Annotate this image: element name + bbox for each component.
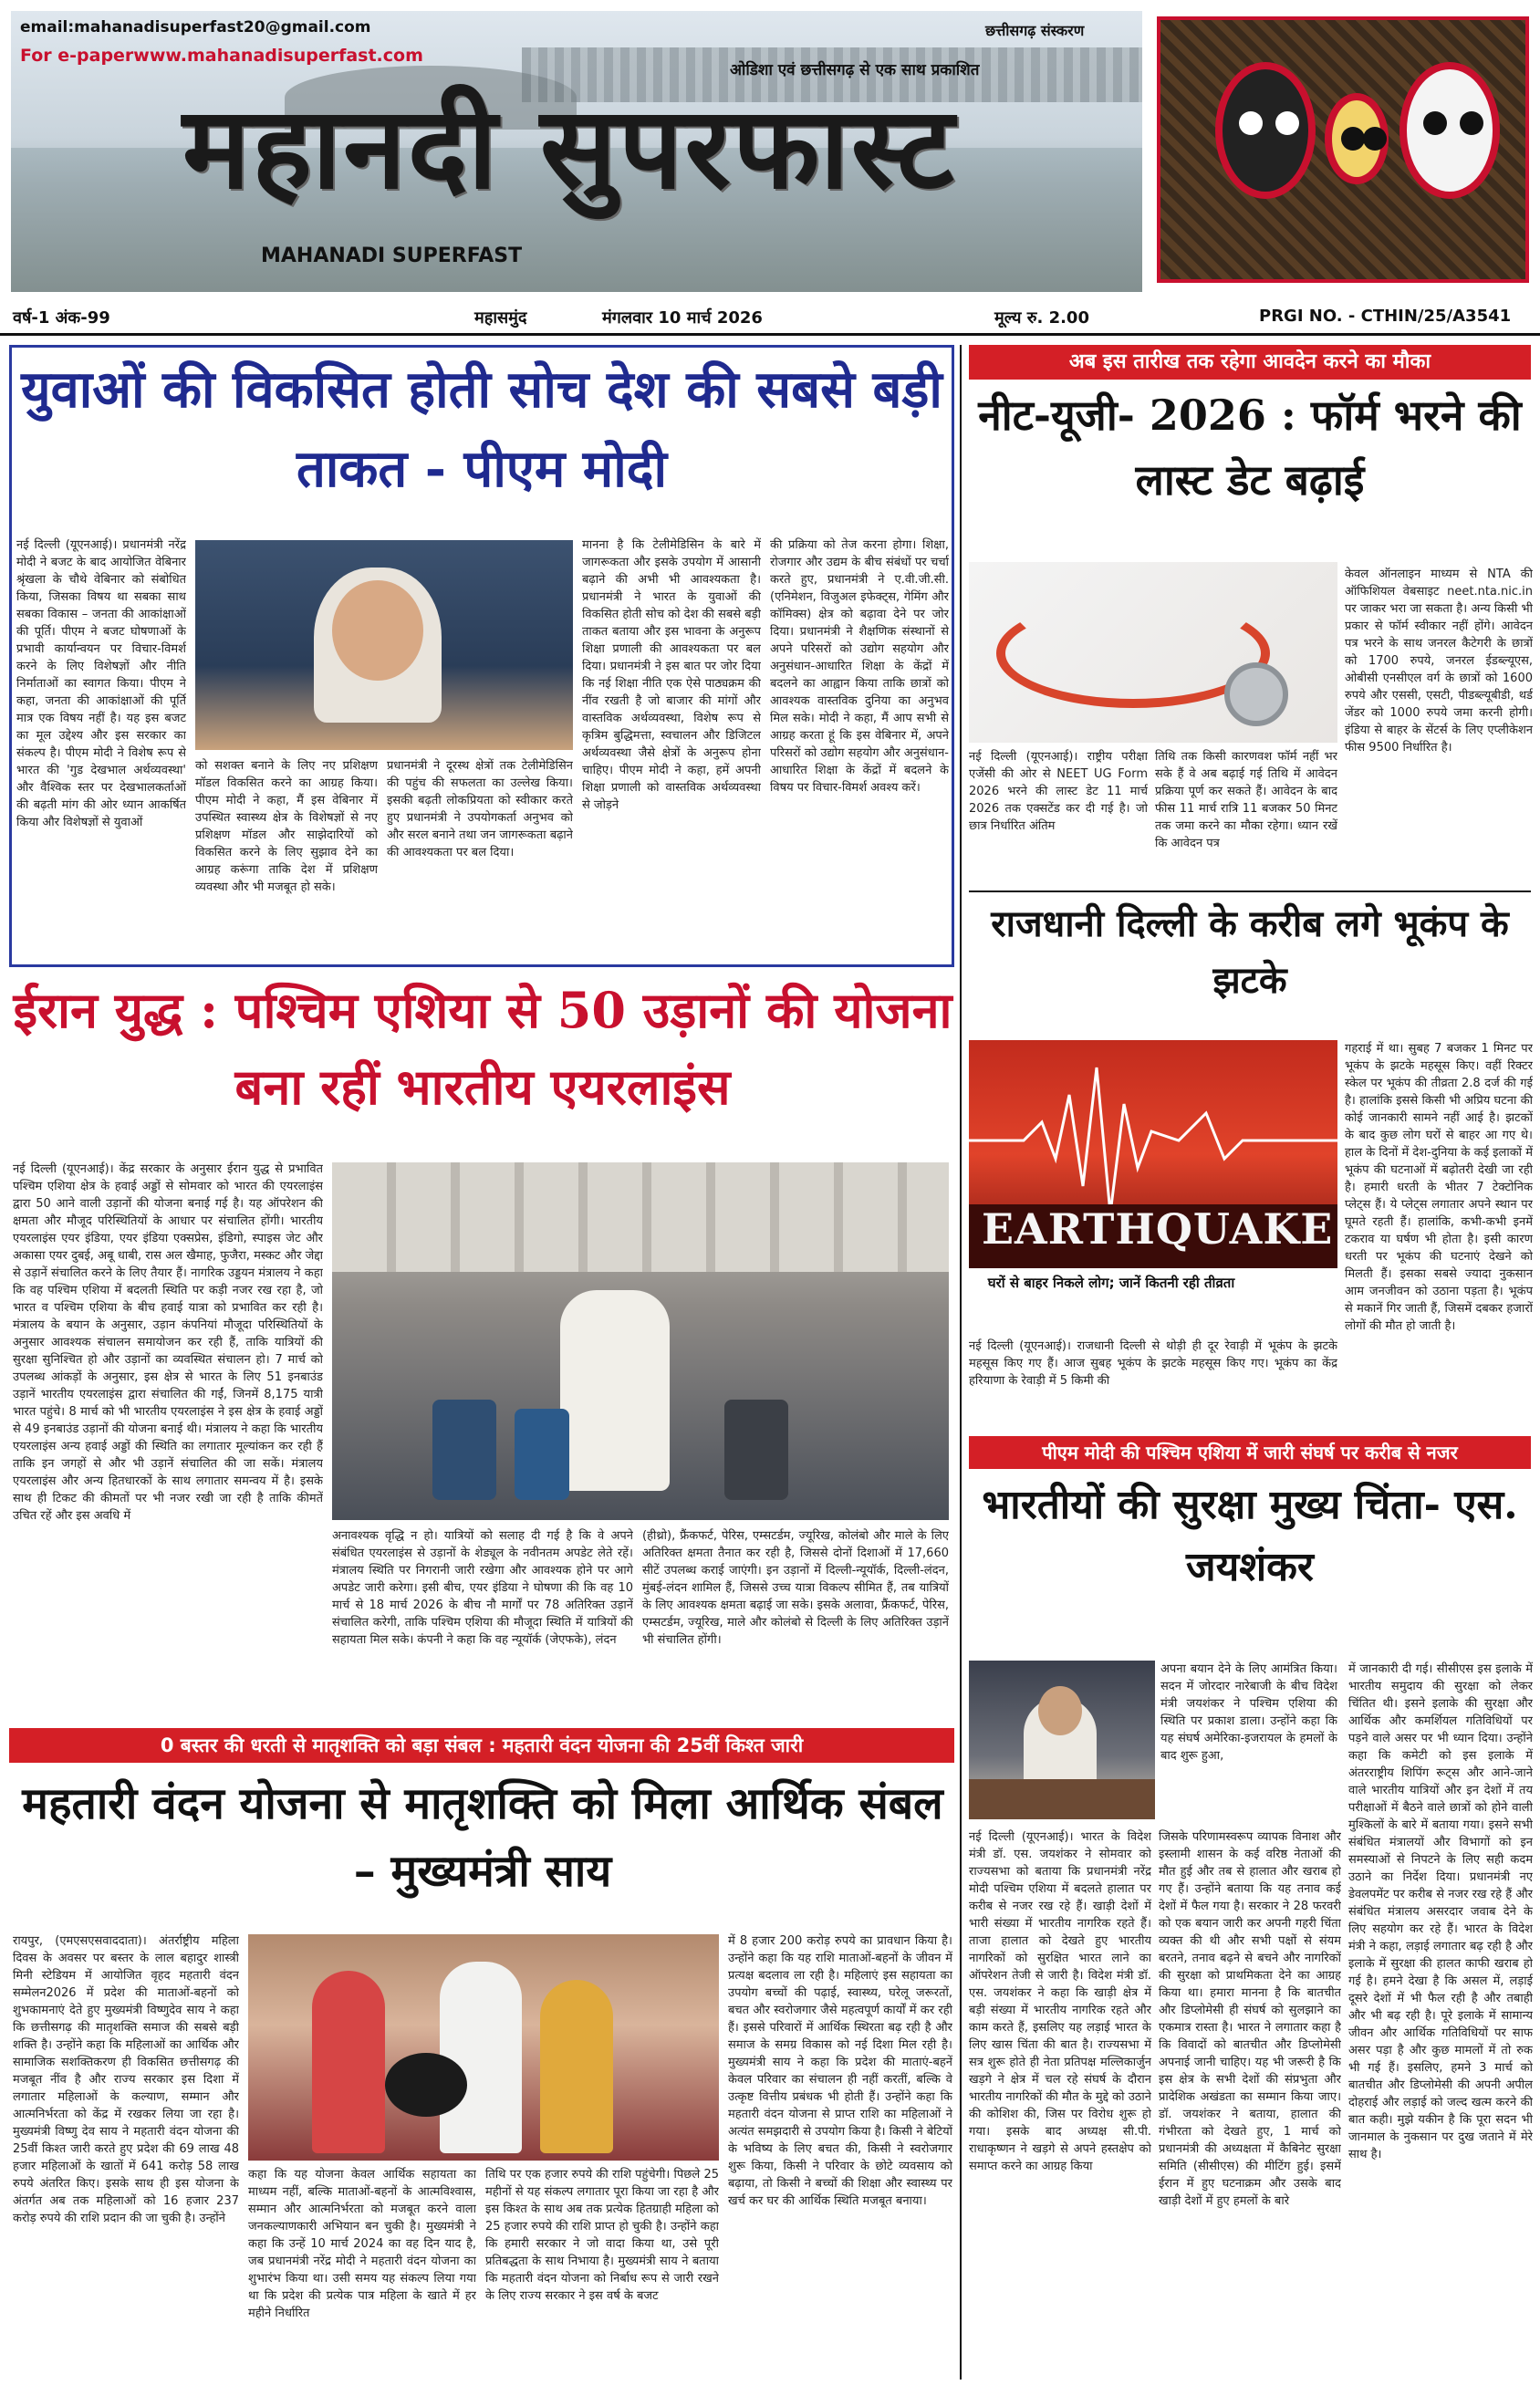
article-modi-col1-bottom: को सशक्त बनाने के लिए नए प्रशिक्षण मॉडल विकसित करने का आग्रह किया। पीएम मोदी ने कहा, मैं इस वेबिनार में उपस्थित स्वास्थ्य क्षेत्र के विशेषज्ञों से नए प्रशिक्षण मॉडल और साझेदारियों को विकसित करने के लिए सुझाव देने का आग्रह करूंगा ताकि देश में प्रशिक्षण व्यवस्था और भी मजबूत हो सके। <box>195 759 378 894</box>
article-neet-col1: नई दिल्ली (यूएनआई)। राष्ट्रीय परीक्षा एजेंसी की ओर से NEET UG Form 2026 भरने की लास्ट डेट 11 मार्च 2026 तक एक्सटेंड कर दी गई है। जो छात्र निर्धारित अंतिम <box>969 750 1148 833</box>
article-mahtari-kicker: 0 बस्तर की धरती से मातृशक्ति को बड़ा संबल : महतारी वंदन योजना की 25वीं किश्त जारी <box>9 1728 954 1763</box>
article-mahtari-col1: रायपुर, (एमएसएसवाददाता)। अंतर्राष्ट्रीय महिला दिवस के अवसर पर बस्तर के लाल बहादुर शास्त्री मिनी स्टेडियम में आयोजित वृहद महतारी वंदन सम्मेलन2026 में प्रदेश की माताओं-बहनों को शुभकामनाएं देते हुए मुख्यमंत्री विष्णुदेव साय ने कहा कि छत्तीसगढ़ की मातृशक्ति समाज की सबसे बड़ी शक्ति है। उन्होंने कहा कि महिलाओं का आर्थिक और सामाजिक सशक्तिकरण ही विकसित छत्तीसगढ़ की मजबूत नींव है और राज्य सरकार इस दिशा में लगातार महिलाओं के कल्याण, सम्मान और आत्मनिर्भरता को केंद्र में रखकर लिया जा रहा है। मुख्यमंत्री विष्णु देव साय ने महतारी वंदन योजना की 25वीं किश्त जारी करते हुए प्रदेश की 69 लाख 48 हजार महिलाओं के खातों में 641 करोड़ 58 लाख रुपये अंतरित किए। इसके साथ ही इस योजना के अंतर्गत अब तक महिलाओं को 16 हजार 237 करोड़ रुपये की राशि प्रदान की जा चुकी है। उन्होंने <box>13 1934 239 2225</box>
article-iran-headline[interactable]: ईरान युद्ध : पश्चिम एशिया से 50 उड़ानों की योजना बना रहीं भारतीय एयरलाइंस <box>13 981 952 1116</box>
article-modi-col1-top: नई दिल्ली (यूएनआई)। प्रधानमंत्री नरेंद्र मोदी ने बजट के बाद आयोजित वेबिनार श्रृंखला के चौथे वेबिनार को संबोधित किया, जिसका विषय था सबका साथ सबका विकास – जनता की आकांक्षाओं की पूर्ति। पीएम ने बजट घोषणाओं के प्रभावी कार्यान्वयन पर विचार-विमर्श करने के लिए विशेषज्ञों और नीति निर्माताओं का स्वागत किया। पीएम ने कहा, जनता की आकांक्षाओं की पूर्ति मात्र एक विषय नहीं है। यह इस बजट का मूल उद्देश्य और इस सरकार का संकल्प है। पीएम मोदी ने विशेष रूप से भारत की 'गुड देखभाल अर्थव्यवस्था' और वैश्विक स्तर पर देखभालकर्ताओं की बढ़ती मांग की ओर ध्यान आकर्षित किया और विशेषज्ञों से युवाओं <box>16 538 186 829</box>
article-mahtari-col4: में 8 हजार 200 करोड़ रुपये का प्रावधान किया है। उन्होंने कहा कि यह राशि माताओं-बहनों के जीवन में प्रत्यक्ष बदलाव ला रही है। महिलाएं इस सहायता का उपयोग बच्चों की पढ़ाई, स्वास्थ्य, घरेलू जरूरतों, बचत और स्वरोजगार जैसे महत्वपूर्ण कार्यों में कर रही हैं। इससे परिवारों में आर्थिक स्थिरता बढ़ रही है और समाज के समग्र विकास को नई दिशा मिल रही है। मुख्यमंत्री साय ने कहा कि प्रदेश की माताएं-बहनें केवल परिवार का संचालन ही नहीं करतीं, बल्कि वे उत्कृष्ट वित्तीय प्रबंधक भी होती हैं। उन्होंने कहा कि महतारी वंदन योजना से प्राप्त राशि का महिलाओं ने अत्यंत समझदारी से उपयोग किया है। किसी ने बेटियों के भविष्य के लिए बचत की, किसी ने स्वरोजगार शुरू किया, किसी ने परिवार के छोटे व्यवसाय को बढ़ाया, तो किसी ने बच्चों की शिक्षा और स्वास्थ्य पर खर्च कर घर की आर्थिक स्थिति मजबूत बनाया। <box>728 1934 952 2208</box>
article-jaishankar-col1-top: अपना बयान देने के लिए आमंत्रित किया। सदन में जोरदार नारेबाजी के बीच विदेश मंत्री जयशंकर ने पश्चिम एशिया की स्थिति पर प्रकाश डाला। उन्होंने कहा कि यह संघर्ष अमेरिका-इजरायल के हमलों के बाद शुरू हुआ, <box>1160 1662 1337 1763</box>
deity-image <box>1157 16 1529 283</box>
price: मूल्य रु. 2.00 <box>994 308 1089 328</box>
masthead-epaper-link[interactable]: For e-paperwww.mahanadisuperfast.com <box>20 46 423 66</box>
article-modi-col2: प्रधानमंत्री ने दूरस्थ क्षेत्रों तक टेलीमेडिसिन की पहुंच की सफलता का उल्लेख किया। इसकी बढ़ती लोकप्रियता को स्वीकार करते हुए प्रधानमंत्री ने उपयोगकर्ता अनुभव को और सरल बनाने तथा जन जागरूकता बढ़ाने की आवश्यकता पर बल दिया। <box>387 759 573 859</box>
article-iran-col3: (हीथ्रो), फ्रैंकफर्ट, पेरिस, एम्सटर्डम, ज्यूरिख, कोलंबो और माले के लिए अतिरिक्त क्षमता तैनात कर रही है, जिससे दोनों दिशाओं में 17,660 सीटें उपलब्ध कराई जाएंगी। इन उड़ानों में दिल्ली-न्यूयॉर्क, दिल्ली-लंदन, मुंबई-लंदन शामिल हैं, जिससे उच्च यात्रा विकल्प सीमित हैं, तब यात्रियों के लिए आवश्यक क्षमता बढ़ाई जा सके। इसके अलावा, फ्रैंकफर्ट, पेरिस, एम्सटर्डम, ज्यूरिख, माले और कोलंबो से दिल्ली के लिए अतिरिक्त उड़ानें भी संचालित होंगी। <box>642 1529 949 1647</box>
article-neet-col2: तिथि तक किसी कारणवश फॉर्म नहीं भर सके हैं वे अब बढ़ाई गई तिथि में आवेदन प्रक्रिया पूर्ण कर सकते हैं। आवेदन के बाद फीस 11 मार्च रात्रि 11 बजकर 50 मिनट तक जमा करने का मौका रहेगा। ध्यान रखें कि आवेदन पत्र <box>1155 750 1337 850</box>
article-jaishankar-col1: नई दिल्ली (यूएनआई)। भारत के विदेश मंत्री डॉ. एस. जयशंकर ने सोमवार को राज्यसभा को बताया कि प्रधानमंत्री नरेंद्र मोदी पश्चिम एशिया में बदलते हालात पर करीब से नजर रख रहे हैं। खाड़ी देशों में भारी संख्या में भारतीय नागरिक रहते हैं। ताजा हालात को देखते हुए भारतीय नागरिकों को सुरक्षित भारत लाने का ऑपरेशन तेजी से जारी है। विदेश मंत्री डॉ. एस. जयशंकर ने कहा कि खाड़ी क्षेत्र में बड़ी संख्या में भारतीय नागरिक रहते और काम करते हैं, इसलिए यह लड़ाई भारत के लिए खास चिंता की बात है। राज्यसभा में सत्र शुरू होते ही नेता प्रतिपक्ष मल्लिकार्जुन खड़गे ने क्षेत्र में चल रहे संघर्ष के दौरान भारतीय नागरिकों की मौत के मुद्दे को उठाने की कोशिश की, जिस पर विरोध शुरू हो गया। इसके बाद अध्यक्ष सी.पी. राधाकृष्णन ने खड़गे से अपने हस्तक्षेप को समाप्त करने का आग्रह किया <box>969 1830 1151 2173</box>
article-modi-col4: की प्रक्रिया को तेज करना होगा। शिक्षा, रोजगार और उद्यम के बीच संबंधों पर चर्चा करते हुए, प्रधानमंत्री ने ए.वी.जी.सी. (एनिमेशन, विजुअल इफेक्ट्स, गेमिंग और कॉमिक्स) क्षेत्र को बढ़ावा देने पर जोर दिया। प्रधानमंत्री ने शैक्षणिक संस्थानों से अपने परिसरों को उद्योग सहयोग और अनुसंधान-आधारित शिक्षा के केंद्रों में बदलने का आह्वान किया ताकि छात्रों को आवश्यक वास्तविक दुनिया का अनुभव मिल सके। मोदी ने कहा, मैं आप सभी से आग्रह करता हूं कि इस वेबिनार में, अपने परिसरों को उद्योग सहयोग और अनुसंधान-आधारित शिक्षा के केंद्रों में बदलने के विषय पर विचार-विमर्श अवश्य करें। <box>770 538 949 795</box>
newspaper-logo: महानदी सुपरफास्ट <box>182 82 956 214</box>
article-neet-headline[interactable]: नीट-यूजी- 2026 : फॉर्म भरने की लास्ट डेट बढ़ाई <box>978 391 1522 505</box>
city: महासमुंद <box>474 308 527 328</box>
article-mahtari-col2: कहा कि यह योजना केवल आर्थिक सहायता का माध्यम नहीं, बल्कि माताओं-बहनों के आत्मविश्वास, सम्मान और आत्मनिर्भरता को मजबूत करने वाला जनकल्याणकारी अभियान बन चुकी है। मुख्यमंत्री ने कहा कि उन्हें 10 मार्च 2024 का वह दिन याद है, जब प्रधानमंत्री नरेंद्र मोदी ने महतारी वंदन योजना का शुभारंभ किया था। उसी समय यह संकल्प लिया गया था कि प्रदेश की प्रत्येक पात्र महिला के खाते में हर महीने निर्धारित <box>248 2168 476 2320</box>
cm-event-photo <box>248 1934 719 2161</box>
article-jaishankar-kicker: पीएम मोदी की पश्चिम एशिया में जारी संघर्ष पर करीब से नजर <box>969 1436 1531 1469</box>
stethoscope-photo <box>969 562 1337 743</box>
article-neet-kicker: अब इस तारीख तक रहेगा आवदेन करने का मौका <box>969 345 1531 380</box>
article-quake-col1: नई दिल्ली (यूएनआई)। राजधानी दिल्ली से थोड़ी ही दूर रेवाड़ी में भूकंप के झटके महसूस किए गए हैं। आज सुबह भूकंप के झटके महसूस किए गए। भूकंप का केंद्र हरियाणा के रेवाड़ी में 5 किमी की <box>969 1339 1337 1388</box>
article-jaishankar-headline[interactable]: भारतीयों की सुरक्षा मुख्य चिंता- एस. जयशंकर <box>982 1482 1518 1591</box>
article-mahtari-col3: तिथि पर एक हजार रुपये की राशि पहुंचेगी। पिछले 25 महीनों से यह संकल्प लगातार पूरा किया जा रहा है और इस किश्त के साथ अब तक प्रत्येक हितग्राही महिला को 25 हजार रुपये की राशि प्राप्त हो चुकी है। उन्होंने कहा कि हमारी सरकार ने जो वादा किया था, उसे पूरी प्रतिबद्धता के साथ निभाया है। मुख्यमंत्री साय ने बताया कि महतारी वंदन योजना को निर्बाध रूप से जारी रखने के लिए राज्य सरकार ने इस वर्ष के बजट <box>485 2168 719 2303</box>
article-jaishankar-col2: जिसके परिणामस्वरूप व्यापक विनाश और इस्लामी शासन के कई वरिष्ठ नेताओं की मौत हुई और तब से हालात और खराब हो गए हैं। उन्होंने बताया कि यह तनाव कई देशों में फैल गया है। सरकार ने 28 फरवरी को एक बयान जारी कर अपनी गहरी चिंता व्यक्त की थी और सभी पक्षों से संयम बरतने, तनाव बढ़ने से बचने और नागरिकों की सुरक्षा को प्राथमिकता देने का आग्रह किया था। हमारा मानना है कि बातचीत और डिप्लोमेसी ही संघर्ष को सुलझाने का एकमात्र रास्ता है। भारत ने लगातार कहा है कि विवादों को बातचीत और डिप्लोमेसी अपनाई जानी चाहिए। यह भी जरूरी है कि इस क्षेत्र के सभी देशों की संप्रभुता और प्रादेशिक अखंडता का सम्मान किया जाए। डॉ. जयशंकर ने बताया, हालात की गंभीरता को देखते हुए, 1 मार्च को प्रधानमंत्री की अध्यक्षता में कैबिनेट सुरक्षा समिति (सीसीएस) की मीटिंग हुई। इसमें ईरान में हुए घटनाक्रम और उसके बाद खाड़ी देशों में हुए हमलों के बारे <box>1159 1830 1341 2208</box>
article-quake-headline[interactable]: राजधानी दिल्ली के करीब लगे भूकंप के झटके <box>991 902 1509 1002</box>
masthead-tagline: ओडिशा एवं छत्तीसगढ़ से एक साथ प्रकाशित <box>730 61 980 79</box>
modi-photo <box>195 540 573 750</box>
article-quake-col-right: गहराई में था। सुबह 7 बजकर 1 मिनट पर भूकंप के झटके महसूस किए। वहीं रिक्टर स्केल पर भूकंप की तीव्रता 2.8 दर्ज की गई है। हालांकि इससे किसी भी अप्रिय घटना की कोई जानकारी सामने नहीं आई है। झटकों के बाद कुछ लोग घरों से बाहर आ गए थे। हाल के दिनों में देश-दुनिया के कई इलाकों में भूकंप की घटनाओं में बढ़ोतरी देखी जा रही है। हमारी धरती के भीतर 7 टेक्टोनिक प्लेट्स हैं। ये प्लेट्स लगातार अपने स्थान पर घूमते रहती हैं। हालांकि, कभी-कभी इनमें टकराव या घर्षण भी होता है। इसी कारण धरती पर भूकंप की घटनाएं देखने को मिलती हैं। इसका सबसे ज्यादा नुकसान आम जनजीवन को उठाना पड़ता है। भूकंप से मकानें गिर जाती हैं, जिसमें दबकर हजारों लोगों की मौत हो जाती है। <box>1345 1042 1533 1333</box>
article-iran-col2: अनावश्यक वृद्धि न हो। यात्रियों को सलाह दी गई है कि वे अपने संबंधित एयरलाइंस से उड़ानों के शेड्यूल के नवीनतम अपडेट लेते रहें। मंत्रालय स्थिति पर निगरानी जारी रखेगा और आवश्यक होने पर आगे अपडेट जारी करेगा। इसी बीच, एयर इंडिया ने घोषणा की कि वह 10 मार्च से 18 मार्च 2026 के बीच नौ मार्गों पर 78 अतिरिक्त उड़ानें संचालित करेगी, ताकि पश्चिम एशिया की मौजूदा स्थिति में यात्रियों की सहायता मिल सके। कंपनी ने कहा कि वह न्यूयॉर्क (जेएफके), लंदन <box>332 1529 633 1647</box>
column-divider <box>960 345 962 2380</box>
jaishankar-parliament-photo <box>969 1661 1155 1819</box>
article-jaishankar-col3: में जानकारी दी गई। सीसीएस इस इलाके में भारतीय समुदाय की सुरक्षा को लेकर चिंतित थी। इसने इलाके की सुरक्षा और आर्थिक और कमर्शियल गतिविधियों पर पड़ने वाले असर पर भी ध्यान दिया। उन्होंने कहा कि कमेटी को इस इलाके में अंतरराष्ट्रीय शिपिंग रूट्स और आने-जाने वाले भारतीय यात्रियों और इन देशों में तय परीक्षाओं में बैठने वाले छात्रों को होने वाली मुश्किलों के बारे में बताया गया। इसने सभी संबंधित मंत्रालयों और विभागों को इन समस्याओं से निपटने के लिए सही कदम उठाने का निर्देश दिया। प्रधानमंत्री नए डेवलपमेंट पर करीब से नजर रख रहे हैं और संबंधित मंत्रालय असरदार जवाब देने के लिए सहयोग कर रहे हैं। भारत के विदेश मंत्री ने कहा, लड़ाई लगातार बढ़ रही है और इलाके में सुरक्षा की हालत काफी खराब हो गई है। हमने देखा है कि असल में, लड़ाई दूसरे देशों में भी फैल रही है और तबाही और भी बढ़ रही है। पूरे इलाके में सामान्य जीवन और आर्थिक गतिविधियों पर साफ असर पड़ा है और कुछ मामलों में तो रुक भी गई हैं। इसलिए, हमने 3 मार्च को बातचीत और डिप्लोमेसी की अपनी अपील दोहराई और लड़ाई को जल्द खत्म करने की बात कही। मुझे यकीन है कि पूरा सदन भी जानमाल के नुकसान पर दुख जताने में मेरे साथ है। <box>1348 1662 1533 2161</box>
article-iran-col1: नई दिल्ली (यूएनआई)। केंद्र सरकार के अनुसार ईरान युद्ध से प्रभावित पश्चिम एशिया क्षेत्र के हवाई अड्डों से सोमवार को भारत की एयरलाइंस द्वारा 50 आने वाली उड़ानों की योजना बनाई गई है। यह ऑपरेशन की क्षमता और मौजूद परिस्थितियों के आधार पर संचालित होंगी। भारतीय एयरलाइंस एयर इंडिया, एयर इंडिया एक्सप्रेस, इंडिगो, स्पाइस जेट और अकासा एयर दुबई, अबू धाबी, रास अल खैमाह, फुजैरा, मस्कट और जेद्दा से उड़ानें संचालित करने के लिए तैयार हैं। नागरिक उड्डयन मंत्रालय ने कहा कि वह पश्चिम एशिया में बदलती स्थिति पर कड़ी नजर रख रहा है, जो भारत व पश्चिम एशिया के बीच हवाई यात्रा को प्रभावित कर रही है। मंत्रालय के बयान के अनुसार, उड़ान कंपनियां मौजूदा परिस्थितियों के अनुसार आवश्यक संचालन समायोजन कर रही हैं, ताकि यात्रियों की सुरक्षा सुनिश्चित हो और उड़ानों का व्यवस्थित संचालन हो। 7 मार्च को उपलब्ध आंकड़ों के अनुसार, इस क्षेत्र से भारत के लिए 51 इनबाउंड उड़ानें भारतीय एयरलाइंस द्वारा संचालित की गईं, जिनमें 8,175 यात्री भारत पहुंचे। 8 मार्च को भी भारतीय एयरलाइंस ने इस क्षेत्र के हवाई अड्डों से 49 इनबाउंड उड़ानों की योजना बनाई थी। मंत्रालय ने कहा कि भारतीय एयरलाइंस अन्य हवाई अड्डों की स्थिति का लगातार मूल्यांकन कर रही हैं ताकि इन जगहों से और भी उड़ानें संचालित की जा सकें। मंत्रालय एयरलाइंस और अन्य हितधारकों के साथ लगातार समन्वय में है। इसके साथ ही टिकट की कीमतों पर भी नजर रखी जा रही है ताकि कीमतें उचित रहें और इस अवधि में <box>13 1162 323 1523</box>
newspaper-logo-english: MAHANADI SUPERFAST <box>261 245 523 267</box>
masthead-email[interactable]: email:mahanadisuperfast20@gmail.com <box>20 18 371 36</box>
article-neet-col-right: केवल ऑनलाइन माध्यम से NTA की ऑफिशियल वेबसाइट neet.nta.nic.in पर जाकर भरा जा सकता है। अन्य किसी भी प्रकार से फॉर्म स्वीकार नहीं होंगे। आवेदन पत्र भरने के साथ जनरल कैटेगरी के छात्रों को 1700 रुपये, जनरल ईडब्ल्यूएस, ओबीसी एनसीएल वर्ग के छात्रों को 1600 रुपये और एससी, एसटी, पीडब्ल्यूबीडी, थर्ड जेंडर को 1000 रुपये जमा करनी होगी। इंडिया से बाहर के सेंटर्स के लिए एप्लीकेशन फीस 9500 निर्धारित है। <box>1345 568 1533 755</box>
article-mahtari-headline[interactable]: महतारी वंदन योजना से मातृशक्ति को मिला आर्थिक संबल – मुख्यमंत्री साय <box>22 1778 943 1898</box>
volume-issue: वर्ष-1 अंक-99 <box>13 308 110 328</box>
article-modi-headline[interactable]: युवाओं की विकसित होती सोच देश की सबसे बड़ी ताकत - पीएम मोदी <box>21 359 942 499</box>
section-divider <box>969 890 1531 892</box>
prgi-number: PRGI NO. - CTHIN/25/A3541 <box>1259 307 1512 326</box>
airport-crowd-photo <box>332 1162 949 1520</box>
edition-label: छत्तीसगढ़ संस्करण <box>985 22 1085 39</box>
earthquake-label: EARTHQUAKE <box>982 1204 1334 1254</box>
earthquake-caption: घरों से बाहर निकले लोग; जानें कितनी रही तीव्रता <box>987 1275 1235 1291</box>
article-modi-col3: मानना है कि टेलीमेडिसिन के बारे में जागरूकता और इसके उपयोग में आसानी बढ़ाने की अभी भी आवश्यकता है। प्रधानमंत्री ने भारत के युवाओं की विकसित होती सोच को देश की सबसे बड़ी ताकत बताया और इस भावना के अनुरूप शिक्षा प्रणाली की आवश्यकता पर बल दिया। प्रधानमंत्री ने इस बात पर जोर दिया कि नई शिक्षा नीति एक ऐसे पाठ्यक्रम की नींव रखती है जो बाजार की मांगों और वास्तविक अर्थव्यवस्था, विशेष रूप से कृत्रिम बुद्धिमत्ता, स्वचालन और डिजिटल अर्थव्यवस्था जैसे क्षेत्रों के अनुरूप होना चाहिए। पीएम मोदी ने कहा, हमें अपनी शिक्षा प्रणाली को वास्तविक अर्थव्यवस्था से जोड़ने <box>582 538 761 812</box>
issue-info-line <box>0 299 1540 336</box>
issue-date: मंगलवार 10 मार्च 2026 <box>602 308 763 328</box>
